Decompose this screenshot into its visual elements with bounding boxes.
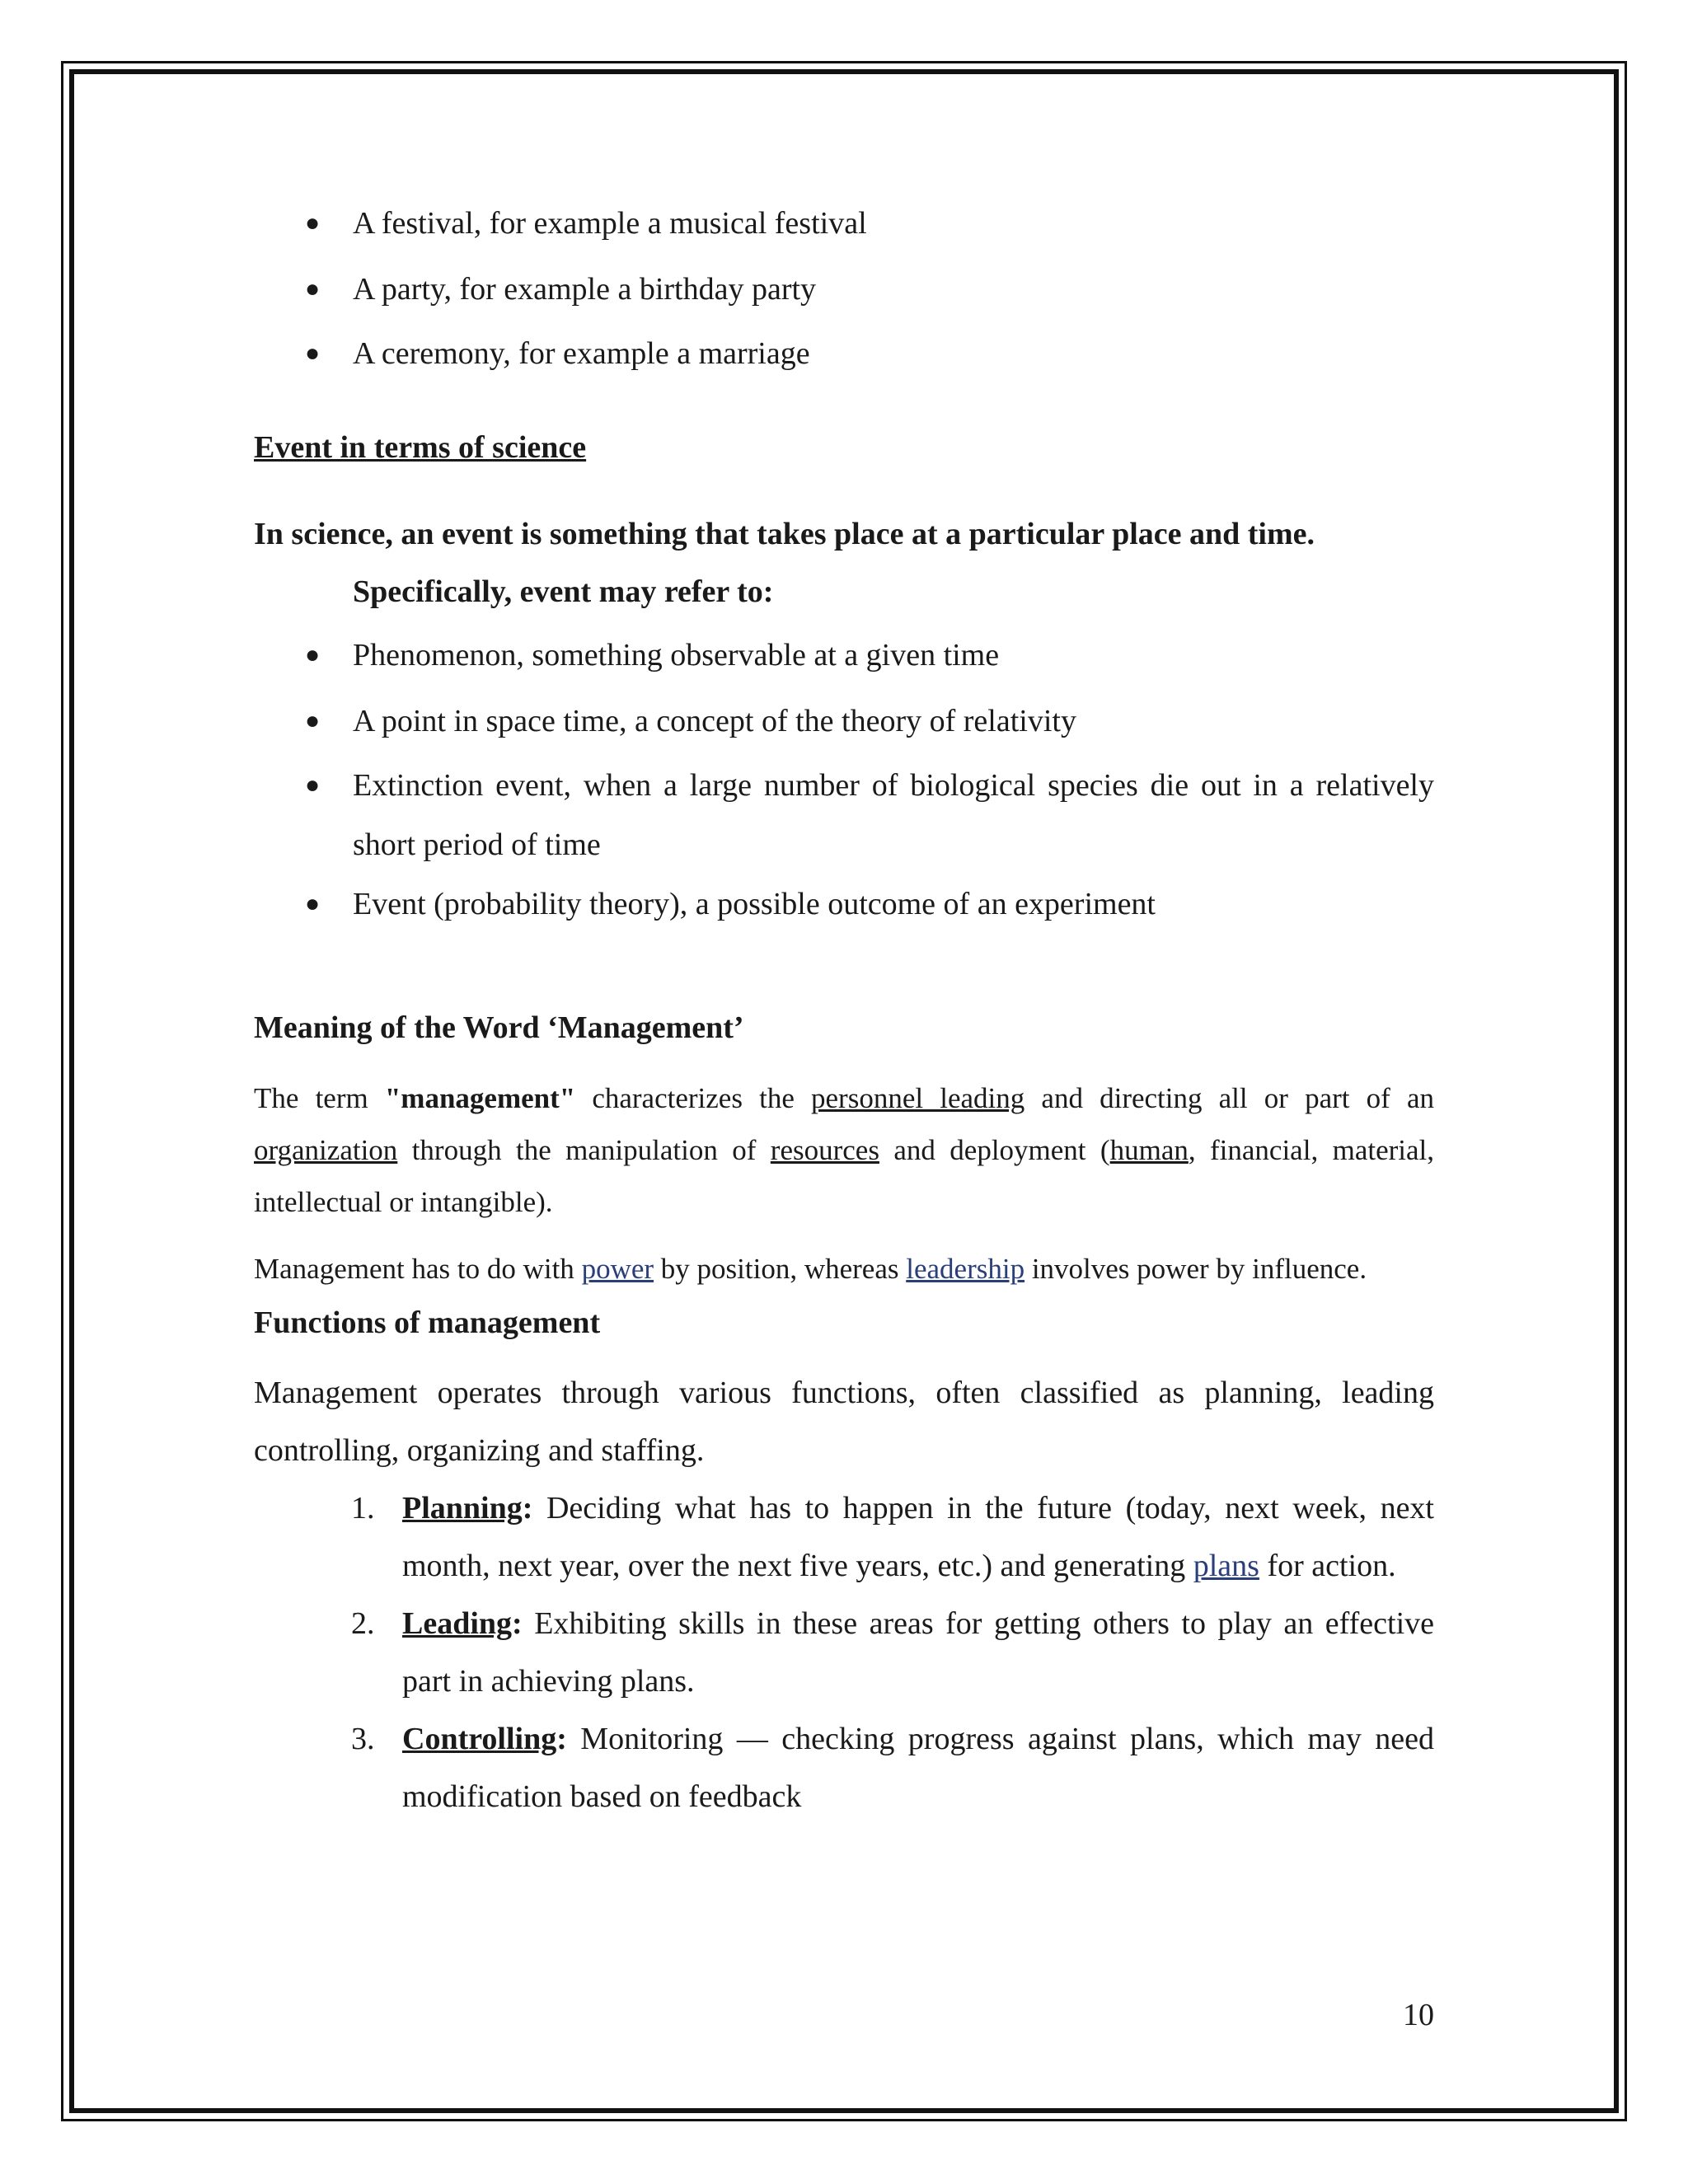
planning-term: Planning [402, 1491, 523, 1526]
organization-link[interactable]: organization [254, 1134, 398, 1166]
list-item: 1. Planning: Deciding what has to happen in the future (today, next week, next month, next year, over the next five years, etc.) and generating plans for action. [351, 1491, 1434, 1583]
bullet-icon: ● [305, 707, 321, 734]
leading-term: Leading [402, 1606, 513, 1641]
list-item: ● Event (probability theory), a possible outcome of an experiment [254, 874, 1434, 934]
bullet-icon: ● [305, 209, 321, 237]
resources-link[interactable]: resources [770, 1134, 879, 1166]
science-intro: In science, an event is something that takes place at a particular place and time. Specifically, event may refer to: [254, 517, 1315, 609]
intro-bullet-list [254, 194, 1434, 383]
bullet-icon: ● [305, 771, 321, 799]
functions-heading: Functions of management [254, 1305, 601, 1340]
list-item: ● A party, for example a birthday party [254, 260, 1434, 324]
page-content [254, 194, 1434, 1825]
functions-intro: Management operates through various functions, often classified as planning, leading controlling, organizing and staffing. [254, 1376, 1434, 1468]
management-heading: Meaning of the Word ‘Management’ [254, 1010, 744, 1045]
science-bullet-list [254, 626, 1434, 934]
bullet-icon: ● [305, 340, 321, 367]
plans-link[interactable]: plans [1193, 1549, 1259, 1583]
list-item: ● A point in space time, a concept of the theory of relativity [254, 691, 1434, 756]
bullet-icon: ● [305, 275, 321, 302]
page-number: 10 [1403, 1998, 1434, 2032]
bullet-icon: ● [305, 641, 321, 668]
functions-numbered-list [254, 1479, 1434, 1825]
bullet-icon: ● [305, 890, 321, 917]
science-heading: Event in terms of science [254, 430, 587, 465]
management-power-paragraph: Management has to do with power by position, whereas leadership involves power by influence. [254, 1253, 1367, 1285]
list-item: ● Phenomenon, something observable at a given time [254, 626, 1434, 691]
power-link[interactable]: power [581, 1253, 654, 1285]
controlling-term: Controlling [402, 1722, 557, 1756]
list-item: ● Extinction event, when a large number of biological species die out in a relatively short period of time [254, 756, 1434, 874]
leadership-link[interactable]: leadership [906, 1253, 1025, 1285]
list-item: 3. Controlling: Monitoring — checking progress against plans, which may need modification based on feedback [351, 1722, 1434, 1814]
list-item: ● A ceremony, for example a marriage [254, 324, 1434, 383]
human-link[interactable]: human [1109, 1134, 1189, 1166]
list-item: ● A festival, for example a musical festival [254, 194, 1434, 260]
personnel-leading-link[interactable]: personnel leading [811, 1082, 1025, 1114]
management-definition: The term "management" characterizes the personnel leading and directing all or part of an organization through the manipulation of resources and deployment (human, financial, material, intellectual or intangible). [254, 1082, 1434, 1218]
list-item: 2. Leading: Exhibiting skills in these areas for getting others to play an effective part in achieving plans. [351, 1606, 1434, 1699]
